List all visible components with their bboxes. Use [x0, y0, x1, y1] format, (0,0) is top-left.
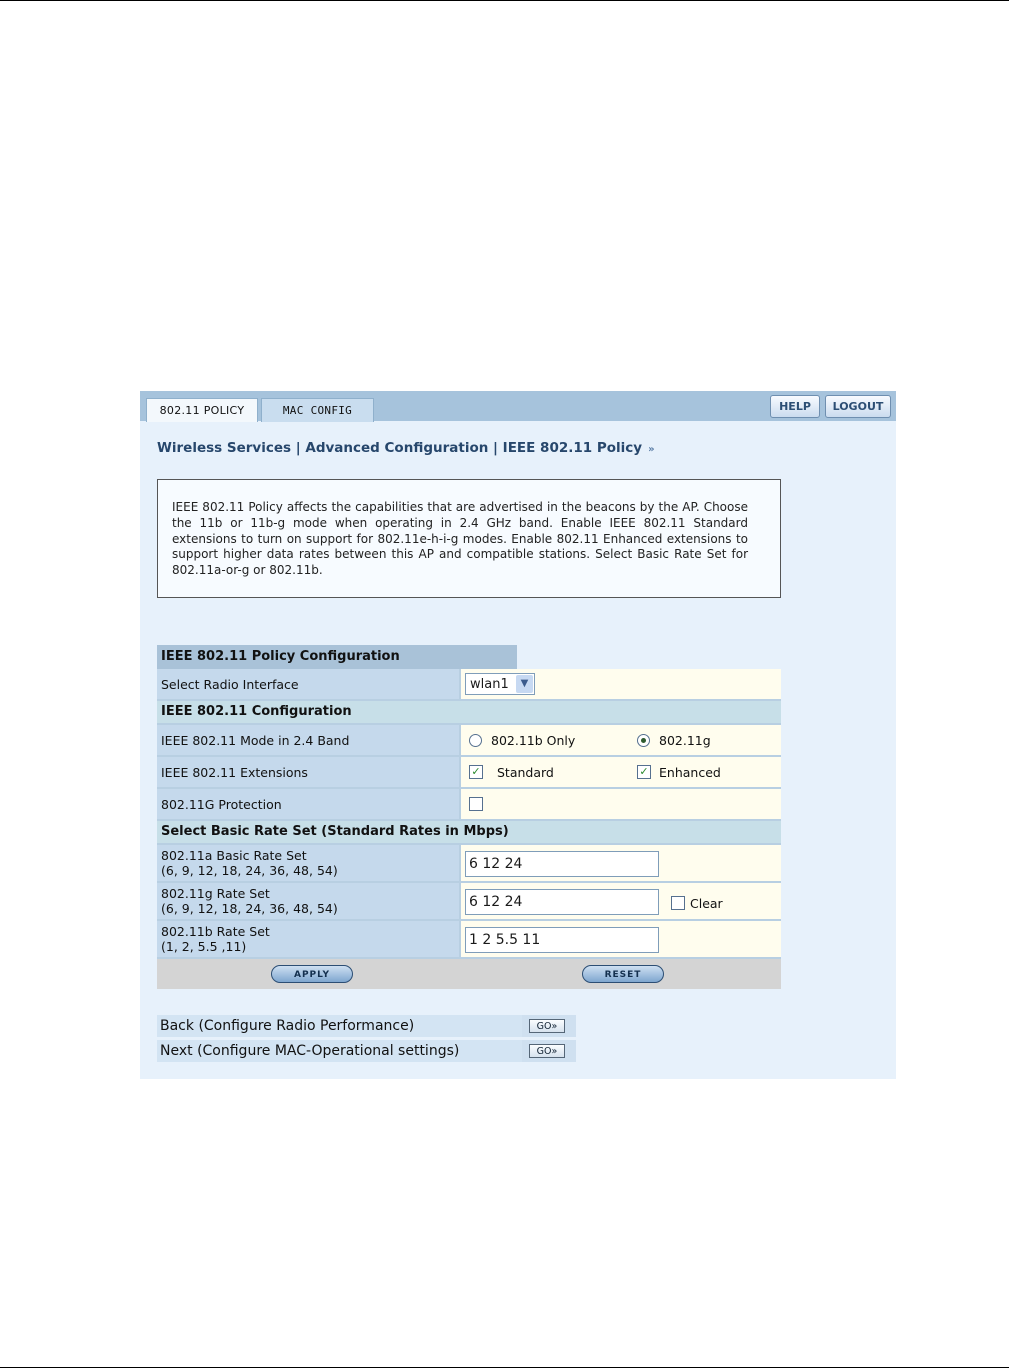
- radio-interface-label: Select Radio Interface: [157, 669, 461, 699]
- rate-b-label-line2: (1, 2, 5.5 ,11): [161, 939, 247, 954]
- reset-button[interactable]: RESET: [582, 965, 664, 983]
- back-go-button[interactable]: GO»: [529, 1019, 565, 1033]
- rate-b-label-line1: 802.11b Rate Set: [161, 924, 270, 939]
- radio-interface-row: [157, 669, 781, 701]
- config-table: [157, 669, 781, 989]
- section-basic-rate-set: Select Basic Rate Set (Standard Rates in Mbps): [157, 821, 781, 845]
- mode-80211b-label: 802.11b Only: [491, 733, 576, 748]
- rate-g-value-cell: [461, 883, 781, 919]
- clear-checkbox[interactable]: [671, 896, 685, 910]
- nav-back-cell: [522, 1015, 576, 1037]
- rate-b-label: [157, 921, 461, 957]
- breadcrumb: [157, 440, 655, 456]
- breadcrumb-text: Wireless Services | Advanced Configuration | IEEE 802.11 Policy: [157, 440, 643, 456]
- rate-g-label-line2: (6, 9, 12, 18, 24, 36, 48, 54): [161, 901, 338, 916]
- apply-button[interactable]: APPLY: [271, 965, 353, 983]
- info-text: IEEE 802.11 Policy affects the capabilities that are advertised in the beacons by the AP. Choose the 11b or 11b-g mode when operating in 2.4 GHz band. Enable IEEE 802.11 Standard extensions to turn on support for 802.11e-h-i-g modes. Enable 802.11 Enhanced extensions to support higher data rates between this AP and compatible stations. Select Basic Rate Set for 802.11a-or-g or 802.11b.: [172, 500, 748, 578]
- help-button[interactable]: HELP: [770, 395, 820, 418]
- radio-interface-select[interactable]: [465, 673, 535, 695]
- rate-a-value-cell: [461, 845, 781, 881]
- nav-next-cell: [522, 1040, 576, 1062]
- page-top-rule: [0, 0, 1009, 1]
- breadcrumb-arrow-icon: »: [648, 444, 655, 455]
- rate-a-row: [157, 845, 781, 883]
- rate-g-input[interactable]: 6 12 24: [465, 889, 659, 915]
- protection-value-cell: [461, 789, 781, 819]
- rate-g-label-line1: 802.11g Rate Set: [161, 886, 270, 901]
- rate-b-row: [157, 921, 781, 959]
- chevron-down-icon[interactable]: ▼: [516, 675, 533, 693]
- enhanced-label: Enhanced: [659, 765, 721, 780]
- logout-button[interactable]: LOGOUT: [825, 395, 891, 418]
- extensions-label: IEEE 802.11 Extensions: [157, 757, 461, 787]
- tab-mac-config[interactable]: MAC CONFIG: [261, 398, 374, 422]
- screenshot-panel: [140, 391, 896, 1079]
- rate-a-label-line2: (6, 9, 12, 18, 24, 36, 48, 54): [161, 863, 338, 878]
- next-go-button[interactable]: GO»: [529, 1044, 565, 1058]
- page-bottom-rule: [0, 1367, 1009, 1368]
- protection-checkbox[interactable]: [469, 797, 483, 811]
- nav-next-label: Next (Configure MAC-Operational settings): [157, 1040, 522, 1062]
- section-ieee-config: IEEE 802.11 Configuration: [157, 701, 781, 725]
- rate-a-label-line1: 802.11a Basic Rate Set: [161, 848, 307, 863]
- config-title: IEEE 802.11 Policy Configuration: [157, 645, 517, 669]
- clear-label: Clear: [690, 896, 723, 911]
- rate-g-label: [157, 883, 461, 919]
- mode-80211g-radio[interactable]: [637, 734, 650, 747]
- tab-802-11-policy[interactable]: 802.11 POLICY: [146, 398, 258, 422]
- tab-bar: [140, 391, 896, 421]
- rate-g-row: [157, 883, 781, 921]
- standard-label: Standard: [497, 765, 554, 780]
- mode-row: [157, 725, 781, 757]
- mode-label: IEEE 802.11 Mode in 2.4 Band: [157, 725, 461, 755]
- protection-row: [157, 789, 781, 821]
- extensions-value-cell: [461, 757, 781, 787]
- rate-a-input[interactable]: 6 12 24: [465, 851, 659, 877]
- extensions-row: [157, 757, 781, 789]
- enhanced-checkbox[interactable]: ✓: [637, 765, 651, 779]
- mode-80211b-radio[interactable]: [469, 734, 482, 747]
- rate-a-label: [157, 845, 461, 881]
- mode-80211g-label: 802.11g: [659, 733, 711, 748]
- standard-checkbox[interactable]: ✓: [469, 765, 483, 779]
- nav-next-row: [157, 1040, 577, 1064]
- action-bar: [157, 959, 781, 989]
- nav-back-row: [157, 1015, 577, 1039]
- mode-value-cell: [461, 725, 781, 755]
- nav-back-label: Back (Configure Radio Performance): [157, 1015, 522, 1037]
- rate-b-input[interactable]: 1 2 5.5 11: [465, 927, 659, 953]
- rate-b-value-cell: [461, 921, 781, 957]
- radio-interface-value: wlan1: [470, 677, 509, 692]
- radio-interface-value-cell: [461, 669, 781, 699]
- info-box: [157, 479, 781, 598]
- protection-label: 802.11G Protection: [157, 789, 461, 819]
